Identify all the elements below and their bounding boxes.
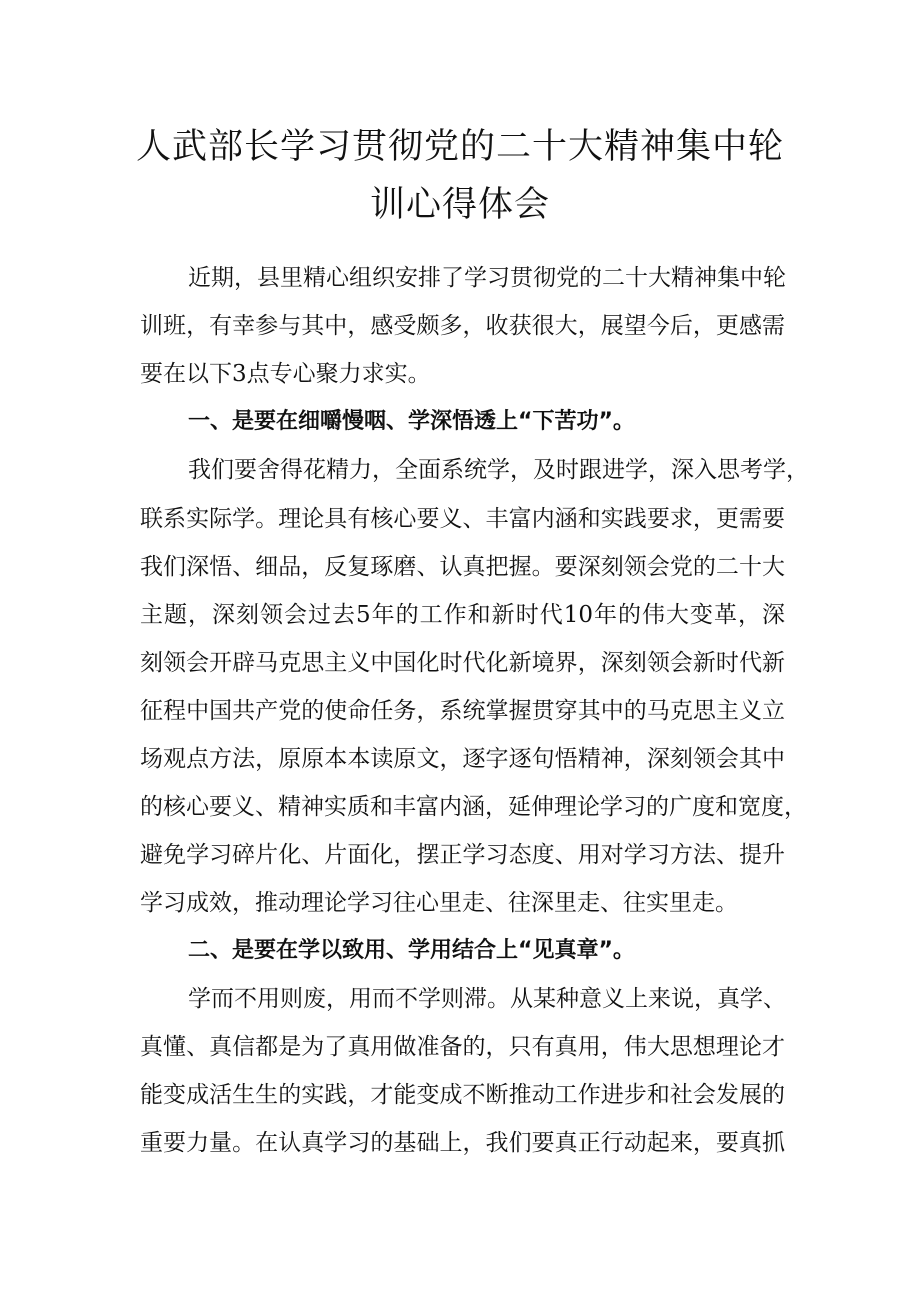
section-heading-1: 一、是要在细嚼慢咽、学深悟透上“下苦功”。 xyxy=(188,409,635,434)
paragraph-line: 避免学习碎片化、片面化，摆正学习态度、用对学习方法、提升 xyxy=(140,842,785,868)
paragraph-line: 我们要舍得花精力，全面系统学，及时跟进学，深入思考学， xyxy=(188,457,809,483)
paragraph-line: 能变成活生生的实践，才能变成不断推动工作进步和社会发展的 xyxy=(140,1082,785,1108)
paragraph-line: 训班，有幸参与其中，感受颇多，收获很大，展望今后，更感需 xyxy=(140,313,785,339)
paragraph-line: 学而不用则废，用而不学则滞。从某种意义上来说，真学、 xyxy=(188,986,786,1012)
paragraph-line: 近期，县里精心组织安排了学习贯彻党的二十大精神集中轮 xyxy=(188,265,786,291)
paragraph-line: 要在以下3点专心聚力求实。 xyxy=(140,361,431,387)
paragraph-line: 联系实际学。理论具有核心要义、丰富内涵和实践要求，更需要 xyxy=(140,506,785,532)
paragraph-line: 征程中国共产党的使命任务，系统掌握贯穿其中的马克思主义立 xyxy=(140,698,785,724)
paragraph-line: 学习成效，推动理论学习往心里走、往深里走、往实里走。 xyxy=(140,890,738,916)
section-heading-2: 二、是要在学以致用、学用结合上“见真章”。 xyxy=(188,938,635,963)
paragraph-line: 场观点方法，原原本本读原文，逐字逐句悟精神，深刻领会其中 xyxy=(140,746,785,772)
paragraph-line: 重要力量。在认真学习的基础上，我们要真正行动起来，要真抓 xyxy=(140,1130,785,1156)
paragraph-line: 刻领会开辟马克思主义中国化时代化新境界，深刻领会新时代新 xyxy=(140,650,785,676)
paragraph-line: 我们深悟、细品，反复琢磨、认真把握。要深刻领会党的二十大 xyxy=(140,554,785,580)
paragraph-line: 真懂、真信都是为了真用做准备的，只有真用，伟大思想理论才 xyxy=(140,1034,785,1060)
paragraph-line: 主题，深刻领会过去5年的工作和新时代10年的伟大变革，深 xyxy=(140,602,785,628)
paragraph-line: 的核心要义、精神实质和丰富内涵，延伸理论学习的广度和宽度， xyxy=(140,794,807,820)
document-title-line-1: 人武部长学习贯彻党的二十大精神集中轮 xyxy=(135,127,784,167)
document-title-line-2: 训心得体会 xyxy=(369,185,550,225)
